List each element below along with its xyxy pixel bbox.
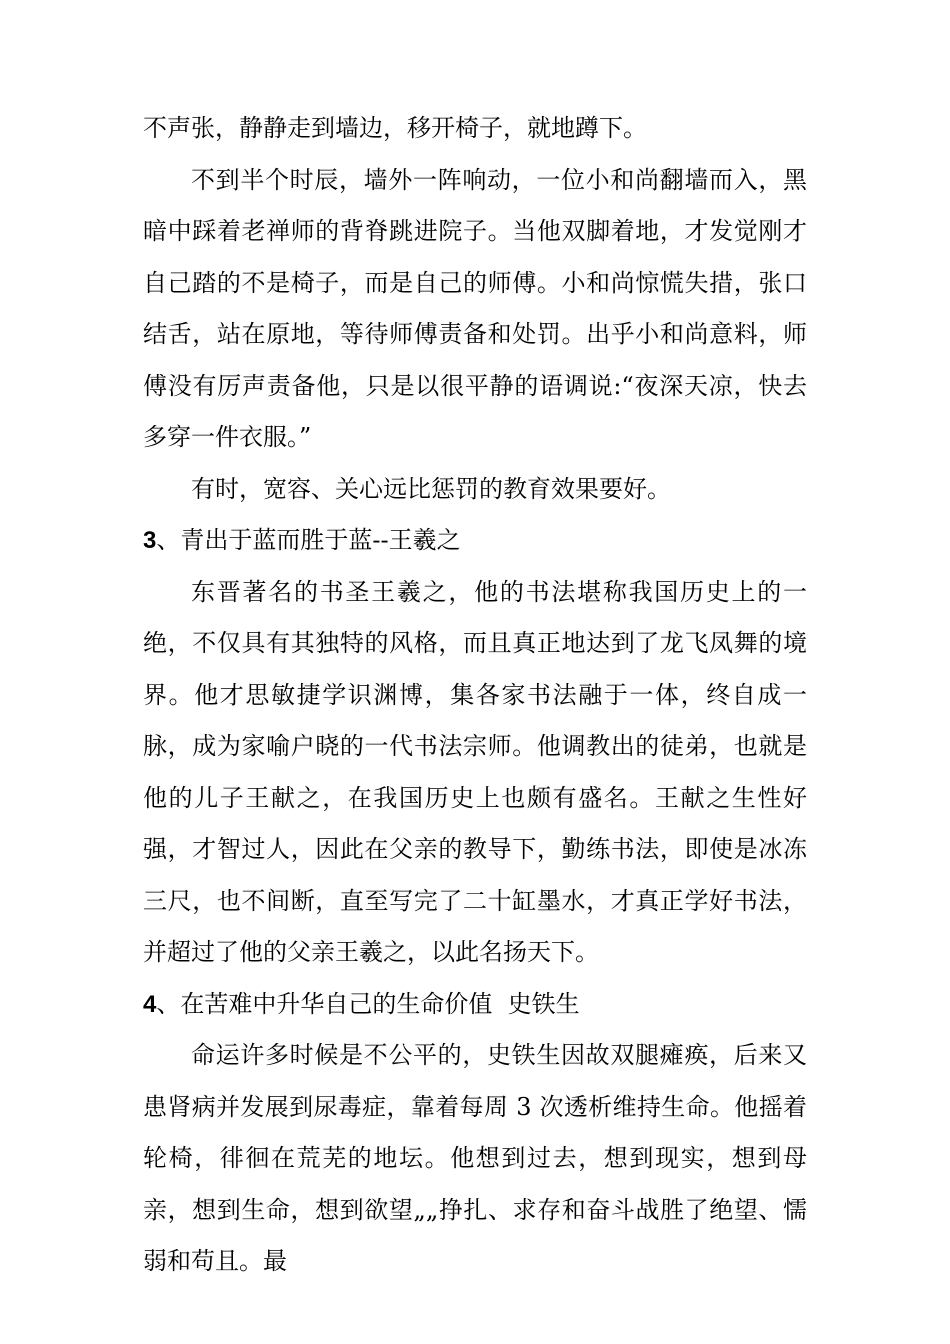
section-4-heading: [143, 979, 807, 1031]
document-body: [143, 103, 807, 1288]
section-3-heading: [143, 515, 807, 567]
section-4-body: 命运许多时候是不公平的，史铁生因故双腿瘫痪，后来又患肾病并发展到尿毒症，靠着每周 3 次透析维持生命。他摇着轮椅，徘徊在荒芜的地坛。他想到过去，想到现实，想到母亲，想到生命，想到欲望„„挣扎、求存和奋斗战胜了绝望、懦弱和苟且。最: [143, 1041, 807, 1275]
paragraph-moral: 有时，宽容、关心远比惩罚的教育效果要好。: [191, 474, 671, 503]
section-3-body: 东晋著名的书圣王羲之，他的书法堪称我国历史上的一绝，不仅具有其独特的风格，而且真正地达到了龙飞凤舞的境界。他才思敏捷学识渊博，集各家书法融于一体，终自成一脉，成为家喻户晓的一代书法宗师。他调教出的徒弟，也就是他的儿子王献之，在我国历史上也颇有盛名。王献之生性好强，才智过人，因此在父亲的教导下，勤练书法，即使是冰冻三尺，也不间断，直至写完了二十缸墨水，才真正学好书法，并超过了他的父亲王羲之，以此名扬天下。: [143, 577, 807, 966]
paragraph-continuation: 不声张，静静走到墙边，移开椅子，就地蹲下。: [143, 114, 647, 142]
paragraph-story: 不到半个时辰，墙外一阵响动，一位小和尚翻墙而入，黑暗中踩着老禅师的背脊跳进院子。当他双脚着地，才发觉刚才自己踏的不是椅子，而是自己的师傅。小和尚惊慌失措，张口结舌，站在原地，等待师傅责备和处罚。出乎小和尚意料，师傅没有厉声责备他，只是以很平静的语调说:“夜深天凉，快去多穿一件衣服。”: [143, 165, 807, 451]
section-3-number: 3: [143, 527, 157, 554]
section-4-number: 4: [143, 990, 157, 1018]
section-3-title: 、青出于蓝而胜于蓝--王羲之: [156, 526, 461, 554]
section-4-title: 、在苦难中升华自己的生命价值 史铁生: [156, 989, 580, 1018]
